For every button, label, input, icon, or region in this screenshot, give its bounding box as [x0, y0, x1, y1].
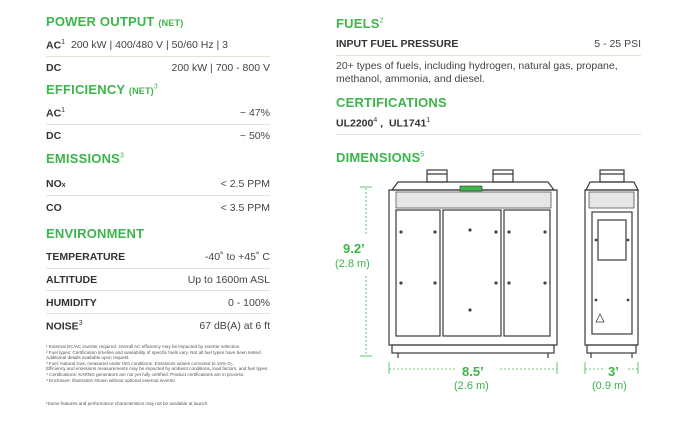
- dimensions-heading: DIMENSIONS$^5$: [336, 150, 425, 165]
- emissions-heading: EMISSIONS$^3$: [46, 151, 125, 166]
- footnotes: ¹ External DC/AC inverter required. Overall AC efficiency may be impacted by inverter selection. ² Fuel types: Certification timeline and availability of specific fuels vary. Not all fuel types have been tested. Additional details available upon request. ³ Fuel: Natural Gas, measured under ISO conditions. Emissions values corrected to 15% O₂. Efficiency and emissions measurements may be impacted by ambient conditions, load factors, and fuel types. ⁴ Certifications: KARNO generators are not yet fully certified. Product certifications are in process. ⁵ Enclosure: Illustration shown without optional external inverter.: [46, 344, 269, 383]
- depth-m-label: (0.9 m): [592, 380, 627, 392]
- width-ft-label: 8.5’: [462, 364, 484, 379]
- altitude-value: Up to 1600m ASL: [187, 274, 270, 286]
- efficiency-dc-row: DC ~ 50%: [46, 130, 270, 142]
- power-dc-value: 200 kW | 700 - 800 V: [171, 62, 270, 74]
- efficiency-heading: EFFICIENCY (NET)$^3$: [46, 82, 158, 97]
- temperature-value: -40˚ to +45˚ C: [204, 251, 270, 263]
- power-ac-value: 200 kW | 400/480 V | 50/60 Hz | 3: [71, 39, 229, 51]
- fuel-pressure-row: INPUT FUEL PRESSURE 5 - 25 PSI: [336, 38, 641, 50]
- emissions-co-row: CO < 3.5 PPM: [46, 202, 270, 214]
- depth-dimension-line: [585, 362, 638, 374]
- height-m-label: (2.8 m): [335, 258, 370, 270]
- width-dimension-line: [389, 362, 557, 374]
- power-ac-row: $AC^1$ 200 kW | 400/480 V | 50/60 Hz | 3: [46, 39, 229, 52]
- environment-altitude-row: ALTITUDE Up to 1600m ASL: [46, 274, 270, 286]
- certifications-heading: CERTIFICATIONS: [336, 95, 447, 110]
- fuels-heading: FUELS$^2$: [336, 16, 384, 31]
- efficiency-ac-row: $AC^1$ ~ 47%: [46, 107, 270, 120]
- environment-temperature-row: TEMPERATURE -40˚ to +45˚ C: [46, 251, 270, 263]
- fuel-types-description: 20+ types of fuels, including hydrogen, natural gas, propane, methanol, ammonia, and diesel.: [336, 60, 618, 85]
- power-output-heading: POWER OUTPUT (NET): [46, 14, 184, 29]
- power-dc-row: DC 200 kW | 700 - 800 V: [46, 62, 270, 74]
- efficiency-ac-value: ~ 47%: [239, 107, 270, 119]
- depth-ft-label: 3’: [608, 364, 619, 379]
- width-m-label: (2.6 m): [454, 380, 489, 392]
- height-ft-label: 9.2’: [343, 241, 365, 256]
- efficiency-dc-value: ~ 50%: [239, 130, 270, 142]
- noise-value: 67 dB(A) at 6 ft: [199, 320, 270, 332]
- generator-side-view: [585, 170, 638, 358]
- emissions-nox-row: NOx < 2.5 PPM: [46, 178, 270, 190]
- height-dimension-line: [360, 187, 372, 356]
- emissions-nox-value: < 2.5 PPM: [220, 178, 270, 190]
- environment-humidity-row: HUMIDITY 0 - 100%: [46, 297, 270, 309]
- emissions-co-value: < 3.5 PPM: [220, 202, 270, 214]
- environment-noise-row: NOISE$^3$ 67 dB(A) at 6 ft: [46, 320, 270, 333]
- fuel-pressure-value: 5 - 25 PSI: [594, 38, 641, 50]
- environment-heading: ENVIRONMENT: [46, 226, 145, 241]
- certifications-list: UL2200$^4$ , UL1741$^1$: [336, 117, 431, 130]
- humidity-value: 0 - 100%: [227, 297, 270, 309]
- generator-front-view: [389, 170, 557, 358]
- footnote-launch: ¹Some features and performance characteristics may not be available at launch.: [46, 401, 209, 406]
